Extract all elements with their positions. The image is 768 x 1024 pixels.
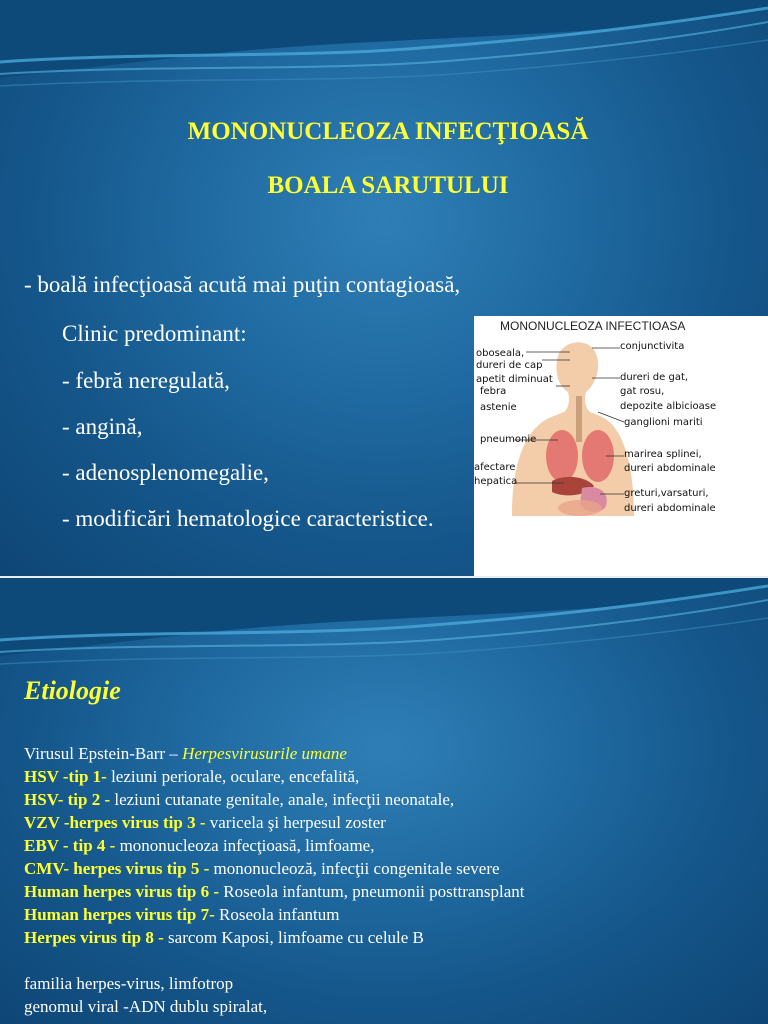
virus-type-row bbox=[24, 880, 525, 903]
note-line: familia herpes-virus, limfotrop bbox=[24, 974, 234, 993]
virus-type-row bbox=[24, 834, 525, 857]
spacer bbox=[24, 949, 525, 972]
slide-subtitle: BOALA SARUTULUI bbox=[267, 172, 509, 199]
clinic-item: - adenosplenomegalie, bbox=[62, 460, 269, 485]
virus-type-row bbox=[24, 857, 525, 880]
figure-label: hepatica bbox=[474, 476, 518, 487]
virus-type-row bbox=[24, 926, 525, 949]
virus-type-label: HSV -tip 1- bbox=[24, 767, 112, 786]
virus-type-desc: varicela şi herpesul zoster bbox=[209, 813, 386, 832]
intro-text: - boală infecţioasă acută mai puţin contagioasă, bbox=[24, 272, 461, 297]
virus-type-desc: leziuni periorale, oculare, encefalită, bbox=[111, 767, 360, 786]
figure-label: febra bbox=[480, 386, 507, 397]
virus-list bbox=[24, 742, 525, 1018]
virus-type-label: CMV- herpes virus tip 5 - bbox=[24, 859, 214, 878]
virus-type-row bbox=[24, 765, 525, 788]
figure-label: dureri abdominale bbox=[624, 503, 716, 514]
virus-type-label: VZV -herpes virus tip 3 - bbox=[24, 813, 210, 832]
figure-label: afectare bbox=[474, 462, 516, 473]
clinic-item: - angină, bbox=[62, 414, 143, 439]
figure-label: dureri de gat, bbox=[620, 372, 689, 383]
virus-type-label: EBV - tip 4 - bbox=[24, 836, 120, 855]
virus-type-row bbox=[24, 788, 525, 811]
figure-label: oboseala, bbox=[476, 348, 525, 359]
figure-label: marirea splinei, bbox=[624, 449, 702, 460]
decorative-wave bbox=[0, 0, 768, 100]
slide-etiologie bbox=[0, 578, 768, 1024]
virus-intro-line bbox=[24, 742, 525, 765]
figure-label: depozite albicioase bbox=[620, 401, 717, 412]
virus-name: Virusul Epstein-Barr – bbox=[24, 744, 183, 763]
figure-label: gat rosu, bbox=[620, 386, 665, 397]
virus-type-desc: sarcom Kaposi, limfoame cu celule B bbox=[168, 928, 424, 947]
virus-family: Herpesvirusurile umane bbox=[182, 744, 347, 763]
virus-type-desc: Roseola infantum, pneumonii posttransplant bbox=[223, 882, 525, 901]
decorative-wave bbox=[0, 578, 768, 678]
note-line: genomul viral -ADN dublu spiralat, bbox=[24, 997, 268, 1016]
figure-label: dureri de cap bbox=[476, 360, 543, 371]
virus-type-label: HSV- tip 2 - bbox=[24, 790, 115, 809]
virus-type-desc: mononucleoză, infecţii congenitale severe bbox=[213, 859, 500, 878]
virus-type-desc: mononucleoza infecţioasă, limfoame, bbox=[119, 836, 375, 855]
figure-label: greturi,varsaturi, bbox=[624, 488, 709, 499]
figure-label: conjunctivita bbox=[620, 341, 685, 352]
slide-title: MONONUCLEOZA INFECŢIOASĂ bbox=[187, 118, 589, 145]
figure-label: dureri abdominale bbox=[624, 463, 716, 474]
section-heading: Etiologie bbox=[24, 676, 121, 705]
figure-label: pneumonie bbox=[480, 434, 537, 445]
virus-type-desc: leziuni cutanate genitale, anale, infecţii neonatale, bbox=[114, 790, 455, 809]
figure-label: ganglioni mariti bbox=[624, 417, 703, 428]
anatomy-figure bbox=[474, 316, 768, 576]
virus-type-row bbox=[24, 903, 525, 926]
virus-type-label: Human herpes virus tip 7- bbox=[24, 905, 220, 924]
virus-type-label: Herpes virus tip 8 - bbox=[24, 928, 169, 947]
virus-type-row bbox=[24, 811, 525, 834]
figure-label: astenie bbox=[480, 402, 517, 413]
clinic-item: - modificări hematologice caracteristice. bbox=[62, 506, 434, 531]
figure-title: MONONUCLEOZA INFECTIOASA bbox=[500, 319, 686, 333]
clinic-heading: Clinic predominant: bbox=[62, 321, 247, 346]
virus-type-label: Human herpes virus tip 6 - bbox=[24, 882, 224, 901]
virus-type-desc: Roseola infantum bbox=[219, 905, 340, 924]
figure-label: apetit diminuat bbox=[476, 374, 553, 385]
clinic-item: - febră neregulată, bbox=[62, 368, 230, 393]
